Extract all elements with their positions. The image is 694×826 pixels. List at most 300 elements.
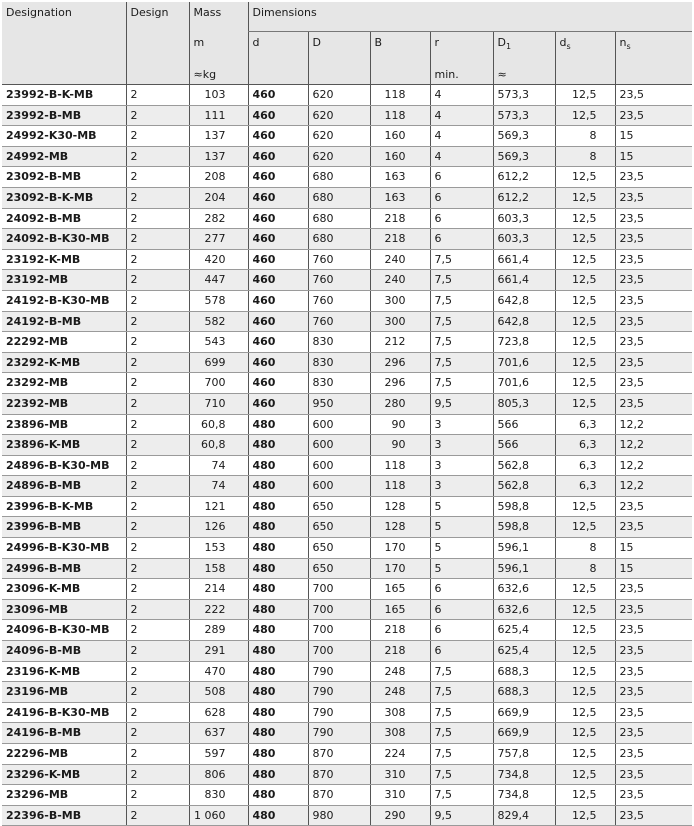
cell-r: 7,5 bbox=[430, 290, 493, 311]
cell-d: 460 bbox=[248, 146, 308, 167]
cell-B: 170 bbox=[370, 558, 430, 579]
cell-mass: 508 bbox=[189, 682, 248, 703]
table-row bbox=[2, 496, 692, 517]
cell-ns: 23,5 bbox=[615, 661, 692, 682]
cell-designation: 24092-B-MB bbox=[2, 208, 126, 229]
cell-r: 7,5 bbox=[430, 682, 493, 703]
cell-ns: 23,5 bbox=[615, 744, 692, 765]
cell-D: 620 bbox=[308, 105, 370, 126]
cell-D: 680 bbox=[308, 167, 370, 188]
cell-D: 830 bbox=[308, 352, 370, 373]
header-ns-main: n bbox=[619, 36, 627, 49]
cell-d: 460 bbox=[248, 105, 308, 126]
cell-ds: 12,5 bbox=[555, 393, 615, 414]
cell-mass: 420 bbox=[189, 249, 248, 270]
cell-d: 480 bbox=[248, 682, 308, 703]
cell-ds: 12,5 bbox=[555, 599, 615, 620]
cell-designation: 24092-B-K30-MB bbox=[2, 229, 126, 250]
cell-designation: 24096-B-MB bbox=[2, 641, 126, 662]
cell-ds: 12,5 bbox=[555, 352, 615, 373]
table-row bbox=[2, 126, 692, 147]
cell-B: 165 bbox=[370, 599, 430, 620]
cell-design: 2 bbox=[126, 476, 189, 497]
cell-ds: 12,5 bbox=[555, 187, 615, 208]
table-row bbox=[2, 85, 692, 106]
cell-design: 2 bbox=[126, 620, 189, 641]
cell-ns: 23,5 bbox=[615, 311, 692, 332]
bearing-data-table bbox=[2, 2, 692, 826]
header-B-blank bbox=[370, 52, 430, 85]
table-row bbox=[2, 187, 692, 208]
cell-mass: 543 bbox=[189, 332, 248, 353]
cell-D: 600 bbox=[308, 455, 370, 476]
cell-B: 118 bbox=[370, 455, 430, 476]
cell-design: 2 bbox=[126, 270, 189, 291]
cell-designation: 23192-K-MB bbox=[2, 249, 126, 270]
cell-designation: 24896-B-K30-MB bbox=[2, 455, 126, 476]
cell-ns: 23,5 bbox=[615, 332, 692, 353]
cell-d: 460 bbox=[248, 85, 308, 106]
table-row bbox=[2, 579, 692, 600]
cell-D: 870 bbox=[308, 744, 370, 765]
table-row bbox=[2, 661, 692, 682]
cell-ns: 15 bbox=[615, 558, 692, 579]
cell-d: 460 bbox=[248, 187, 308, 208]
table-row bbox=[2, 744, 692, 765]
cell-ns: 23,5 bbox=[615, 208, 692, 229]
cell-D1: 829,4 bbox=[493, 805, 555, 826]
cell-design: 2 bbox=[126, 290, 189, 311]
cell-D: 760 bbox=[308, 311, 370, 332]
cell-ns: 23,5 bbox=[615, 599, 692, 620]
cell-d: 460 bbox=[248, 332, 308, 353]
table-row bbox=[2, 764, 692, 785]
cell-ns: 23,5 bbox=[615, 620, 692, 641]
cell-D: 980 bbox=[308, 805, 370, 826]
cell-ds: 6,3 bbox=[555, 455, 615, 476]
cell-ds: 12,5 bbox=[555, 641, 615, 662]
cell-mass: 1 060 bbox=[189, 805, 248, 826]
cell-r: 6 bbox=[430, 579, 493, 600]
cell-r: 7,5 bbox=[430, 352, 493, 373]
cell-D: 790 bbox=[308, 702, 370, 723]
cell-d: 480 bbox=[248, 496, 308, 517]
cell-D1: 596,1 bbox=[493, 558, 555, 579]
cell-ds: 8 bbox=[555, 146, 615, 167]
cell-B: 170 bbox=[370, 538, 430, 559]
cell-ns: 23,5 bbox=[615, 229, 692, 250]
cell-ns: 12,2 bbox=[615, 455, 692, 476]
table-row bbox=[2, 435, 692, 456]
cell-mass: 628 bbox=[189, 702, 248, 723]
cell-d: 480 bbox=[248, 702, 308, 723]
cell-d: 480 bbox=[248, 805, 308, 826]
table-row bbox=[2, 249, 692, 270]
header-d: d bbox=[248, 32, 308, 53]
cell-designation: 24992-MB bbox=[2, 146, 126, 167]
cell-D: 830 bbox=[308, 373, 370, 394]
cell-D1: 701,6 bbox=[493, 373, 555, 394]
table-row bbox=[2, 641, 692, 662]
cell-D: 870 bbox=[308, 785, 370, 806]
cell-D1: 625,4 bbox=[493, 620, 555, 641]
cell-ns: 12,2 bbox=[615, 476, 692, 497]
cell-ds: 12,5 bbox=[555, 290, 615, 311]
cell-D1: 566 bbox=[493, 435, 555, 456]
cell-D1: 701,6 bbox=[493, 352, 555, 373]
cell-design: 2 bbox=[126, 517, 189, 538]
cell-D: 700 bbox=[308, 599, 370, 620]
cell-designation: 23192-MB bbox=[2, 270, 126, 291]
cell-mass: 470 bbox=[189, 661, 248, 682]
cell-mass: 137 bbox=[189, 146, 248, 167]
cell-ns: 23,5 bbox=[615, 764, 692, 785]
cell-B: 296 bbox=[370, 352, 430, 373]
cell-ds: 12,5 bbox=[555, 785, 615, 806]
cell-r: 9,5 bbox=[430, 393, 493, 414]
cell-design: 2 bbox=[126, 167, 189, 188]
cell-r: 7,5 bbox=[430, 785, 493, 806]
cell-ns: 23,5 bbox=[615, 723, 692, 744]
cell-ds: 6,3 bbox=[555, 435, 615, 456]
cell-mass: 74 bbox=[189, 476, 248, 497]
cell-r: 6 bbox=[430, 167, 493, 188]
cell-B: 163 bbox=[370, 167, 430, 188]
cell-ds: 12,5 bbox=[555, 723, 615, 744]
cell-mass: 578 bbox=[189, 290, 248, 311]
cell-design: 2 bbox=[126, 332, 189, 353]
cell-D1: 688,3 bbox=[493, 682, 555, 703]
cell-d: 460 bbox=[248, 167, 308, 188]
cell-r: 7,5 bbox=[430, 764, 493, 785]
cell-designation: 23296-K-MB bbox=[2, 764, 126, 785]
cell-design: 2 bbox=[126, 208, 189, 229]
cell-designation: 23992-B-MB bbox=[2, 105, 126, 126]
cell-r: 9,5 bbox=[430, 805, 493, 826]
cell-B: 90 bbox=[370, 435, 430, 456]
cell-ns: 12,2 bbox=[615, 435, 692, 456]
header-ds-sub: s bbox=[566, 42, 571, 52]
cell-D1: 598,8 bbox=[493, 517, 555, 538]
header-dimensions: Dimensions bbox=[248, 2, 692, 32]
cell-D1: 805,3 bbox=[493, 393, 555, 414]
cell-ds: 12,5 bbox=[555, 620, 615, 641]
cell-mass: 137 bbox=[189, 126, 248, 147]
cell-D1: 669,9 bbox=[493, 702, 555, 723]
cell-r: 6 bbox=[430, 187, 493, 208]
table-row bbox=[2, 455, 692, 476]
cell-r: 7,5 bbox=[430, 373, 493, 394]
cell-B: 212 bbox=[370, 332, 430, 353]
cell-D1: 642,8 bbox=[493, 290, 555, 311]
cell-design: 2 bbox=[126, 538, 189, 559]
cell-ds: 12,5 bbox=[555, 682, 615, 703]
cell-mass: 637 bbox=[189, 723, 248, 744]
cell-D1: 669,9 bbox=[493, 723, 555, 744]
header-D1-note: ≈ bbox=[493, 52, 555, 85]
cell-d: 480 bbox=[248, 723, 308, 744]
cell-d: 480 bbox=[248, 620, 308, 641]
cell-design: 2 bbox=[126, 393, 189, 414]
cell-ds: 12,5 bbox=[555, 744, 615, 765]
cell-D: 620 bbox=[308, 126, 370, 147]
cell-designation: 24996-B-K30-MB bbox=[2, 538, 126, 559]
cell-D: 650 bbox=[308, 538, 370, 559]
cell-design: 2 bbox=[126, 641, 189, 662]
cell-D1: 642,8 bbox=[493, 311, 555, 332]
cell-B: 300 bbox=[370, 311, 430, 332]
cell-design: 2 bbox=[126, 496, 189, 517]
cell-designation: 24192-B-K30-MB bbox=[2, 290, 126, 311]
cell-design: 2 bbox=[126, 785, 189, 806]
cell-D1: 661,4 bbox=[493, 270, 555, 291]
cell-mass: 74 bbox=[189, 455, 248, 476]
cell-design: 2 bbox=[126, 352, 189, 373]
cell-r: 7,5 bbox=[430, 332, 493, 353]
table-row bbox=[2, 682, 692, 703]
cell-design: 2 bbox=[126, 744, 189, 765]
cell-r: 6 bbox=[430, 620, 493, 641]
cell-ns: 15 bbox=[615, 126, 692, 147]
cell-ds: 12,5 bbox=[555, 85, 615, 106]
header-r: r bbox=[430, 32, 493, 53]
header-d-blank bbox=[248, 52, 308, 85]
cell-d: 460 bbox=[248, 352, 308, 373]
cell-B: 165 bbox=[370, 579, 430, 600]
cell-mass: 111 bbox=[189, 105, 248, 126]
cell-ns: 23,5 bbox=[615, 187, 692, 208]
table-row bbox=[2, 229, 692, 250]
cell-d: 480 bbox=[248, 579, 308, 600]
table-row bbox=[2, 311, 692, 332]
cell-design: 2 bbox=[126, 764, 189, 785]
cell-d: 480 bbox=[248, 455, 308, 476]
table-row bbox=[2, 270, 692, 291]
cell-D: 620 bbox=[308, 146, 370, 167]
table-row bbox=[2, 373, 692, 394]
cell-mass: 806 bbox=[189, 764, 248, 785]
cell-B: 308 bbox=[370, 723, 430, 744]
cell-d: 480 bbox=[248, 764, 308, 785]
cell-d: 480 bbox=[248, 414, 308, 435]
cell-B: 163 bbox=[370, 187, 430, 208]
cell-designation: 23996-B-MB bbox=[2, 517, 126, 538]
table-row bbox=[2, 476, 692, 497]
cell-design: 2 bbox=[126, 146, 189, 167]
cell-designation: 22292-MB bbox=[2, 332, 126, 353]
cell-design: 2 bbox=[126, 805, 189, 826]
table-row bbox=[2, 599, 692, 620]
header-r-note: min. bbox=[430, 52, 493, 85]
cell-D: 680 bbox=[308, 229, 370, 250]
cell-design: 2 bbox=[126, 558, 189, 579]
cell-ns: 23,5 bbox=[615, 270, 692, 291]
cell-D: 620 bbox=[308, 85, 370, 106]
cell-ns: 23,5 bbox=[615, 167, 692, 188]
cell-d: 480 bbox=[248, 744, 308, 765]
cell-d: 460 bbox=[248, 311, 308, 332]
cell-designation: 24996-B-MB bbox=[2, 558, 126, 579]
cell-D: 650 bbox=[308, 517, 370, 538]
cell-d: 460 bbox=[248, 393, 308, 414]
cell-D: 790 bbox=[308, 682, 370, 703]
cell-design: 2 bbox=[126, 187, 189, 208]
cell-ns: 15 bbox=[615, 146, 692, 167]
cell-B: 90 bbox=[370, 414, 430, 435]
cell-D1: 632,6 bbox=[493, 579, 555, 600]
cell-r: 4 bbox=[430, 146, 493, 167]
cell-ds: 12,5 bbox=[555, 496, 615, 517]
cell-D1: 723,8 bbox=[493, 332, 555, 353]
cell-r: 4 bbox=[430, 126, 493, 147]
cell-design: 2 bbox=[126, 682, 189, 703]
cell-D: 760 bbox=[308, 270, 370, 291]
cell-ds: 12,5 bbox=[555, 579, 615, 600]
cell-designation: 23092-B-K-MB bbox=[2, 187, 126, 208]
cell-D: 600 bbox=[308, 435, 370, 456]
cell-ds: 12,5 bbox=[555, 661, 615, 682]
table-row bbox=[2, 208, 692, 229]
cell-D1: 603,3 bbox=[493, 208, 555, 229]
cell-designation: 23096-K-MB bbox=[2, 579, 126, 600]
cell-D1: 569,3 bbox=[493, 146, 555, 167]
cell-B: 310 bbox=[370, 785, 430, 806]
cell-D1: 734,8 bbox=[493, 764, 555, 785]
cell-ns: 23,5 bbox=[615, 702, 692, 723]
cell-ds: 12,5 bbox=[555, 805, 615, 826]
table-row bbox=[2, 558, 692, 579]
header-D: D bbox=[308, 32, 370, 53]
cell-d: 480 bbox=[248, 538, 308, 559]
cell-designation: 23896-MB bbox=[2, 414, 126, 435]
cell-designation: 23996-B-K-MB bbox=[2, 496, 126, 517]
cell-ns: 23,5 bbox=[615, 641, 692, 662]
cell-designation: 22396-B-MB bbox=[2, 805, 126, 826]
cell-ds: 8 bbox=[555, 538, 615, 559]
cell-B: 280 bbox=[370, 393, 430, 414]
cell-D: 950 bbox=[308, 393, 370, 414]
header-designation: Designation bbox=[2, 2, 126, 85]
cell-mass: 158 bbox=[189, 558, 248, 579]
cell-B: 218 bbox=[370, 229, 430, 250]
table-row bbox=[2, 352, 692, 373]
cell-designation: 24196-B-MB bbox=[2, 723, 126, 744]
header-mass-symbol: m bbox=[189, 32, 248, 53]
header-mass-unit: ≈kg bbox=[189, 52, 248, 85]
table-row bbox=[2, 393, 692, 414]
cell-design: 2 bbox=[126, 702, 189, 723]
cell-r: 5 bbox=[430, 496, 493, 517]
header-mass: Mass bbox=[189, 2, 248, 32]
header-ns bbox=[615, 32, 692, 53]
cell-design: 2 bbox=[126, 126, 189, 147]
cell-mass: 597 bbox=[189, 744, 248, 765]
cell-r: 3 bbox=[430, 455, 493, 476]
cell-B: 308 bbox=[370, 702, 430, 723]
cell-designation: 23092-B-MB bbox=[2, 167, 126, 188]
cell-mass: 126 bbox=[189, 517, 248, 538]
cell-ds: 12,5 bbox=[555, 517, 615, 538]
table-row bbox=[2, 167, 692, 188]
cell-ns: 23,5 bbox=[615, 85, 692, 106]
cell-D1: 573,3 bbox=[493, 85, 555, 106]
cell-D1: 612,2 bbox=[493, 187, 555, 208]
cell-D1: 598,8 bbox=[493, 496, 555, 517]
cell-D1: 562,8 bbox=[493, 455, 555, 476]
header-D1-main: D bbox=[497, 36, 506, 49]
cell-designation: 24192-B-MB bbox=[2, 311, 126, 332]
cell-d: 460 bbox=[248, 208, 308, 229]
cell-D1: 625,4 bbox=[493, 641, 555, 662]
cell-design: 2 bbox=[126, 311, 189, 332]
cell-D: 830 bbox=[308, 332, 370, 353]
cell-d: 460 bbox=[248, 270, 308, 291]
cell-B: 248 bbox=[370, 682, 430, 703]
cell-D: 700 bbox=[308, 641, 370, 662]
cell-designation: 22296-MB bbox=[2, 744, 126, 765]
table-row bbox=[2, 146, 692, 167]
table-row bbox=[2, 723, 692, 744]
table-row bbox=[2, 290, 692, 311]
cell-designation: 24896-B-MB bbox=[2, 476, 126, 497]
cell-ns: 23,5 bbox=[615, 249, 692, 270]
cell-r: 7,5 bbox=[430, 661, 493, 682]
cell-ds: 8 bbox=[555, 558, 615, 579]
cell-mass: 60,8 bbox=[189, 435, 248, 456]
cell-D: 870 bbox=[308, 764, 370, 785]
cell-design: 2 bbox=[126, 599, 189, 620]
cell-ds: 12,5 bbox=[555, 229, 615, 250]
cell-ns: 23,5 bbox=[615, 805, 692, 826]
cell-ns: 23,5 bbox=[615, 393, 692, 414]
cell-design: 2 bbox=[126, 723, 189, 744]
cell-r: 7,5 bbox=[430, 702, 493, 723]
header-B: B bbox=[370, 32, 430, 53]
cell-D: 680 bbox=[308, 208, 370, 229]
cell-B: 218 bbox=[370, 208, 430, 229]
cell-B: 248 bbox=[370, 661, 430, 682]
cell-ds: 8 bbox=[555, 126, 615, 147]
cell-D: 600 bbox=[308, 476, 370, 497]
cell-design: 2 bbox=[126, 373, 189, 394]
cell-r: 7,5 bbox=[430, 270, 493, 291]
header-ds bbox=[555, 32, 615, 53]
cell-mass: 291 bbox=[189, 641, 248, 662]
cell-design: 2 bbox=[126, 435, 189, 456]
table-row bbox=[2, 105, 692, 126]
cell-B: 128 bbox=[370, 517, 430, 538]
table-row bbox=[2, 805, 692, 826]
cell-mass: 222 bbox=[189, 599, 248, 620]
cell-r: 5 bbox=[430, 558, 493, 579]
cell-B: 118 bbox=[370, 105, 430, 126]
table-row bbox=[2, 620, 692, 641]
cell-ds: 12,5 bbox=[555, 270, 615, 291]
cell-B: 300 bbox=[370, 290, 430, 311]
cell-B: 224 bbox=[370, 744, 430, 765]
cell-mass: 153 bbox=[189, 538, 248, 559]
cell-D: 760 bbox=[308, 290, 370, 311]
cell-B: 160 bbox=[370, 126, 430, 147]
cell-D1: 573,3 bbox=[493, 105, 555, 126]
cell-D: 600 bbox=[308, 414, 370, 435]
cell-designation: 23292-MB bbox=[2, 373, 126, 394]
cell-mass: 121 bbox=[189, 496, 248, 517]
cell-ns: 23,5 bbox=[615, 352, 692, 373]
cell-mass: 710 bbox=[189, 393, 248, 414]
cell-ns: 23,5 bbox=[615, 105, 692, 126]
cell-ns: 23,5 bbox=[615, 373, 692, 394]
